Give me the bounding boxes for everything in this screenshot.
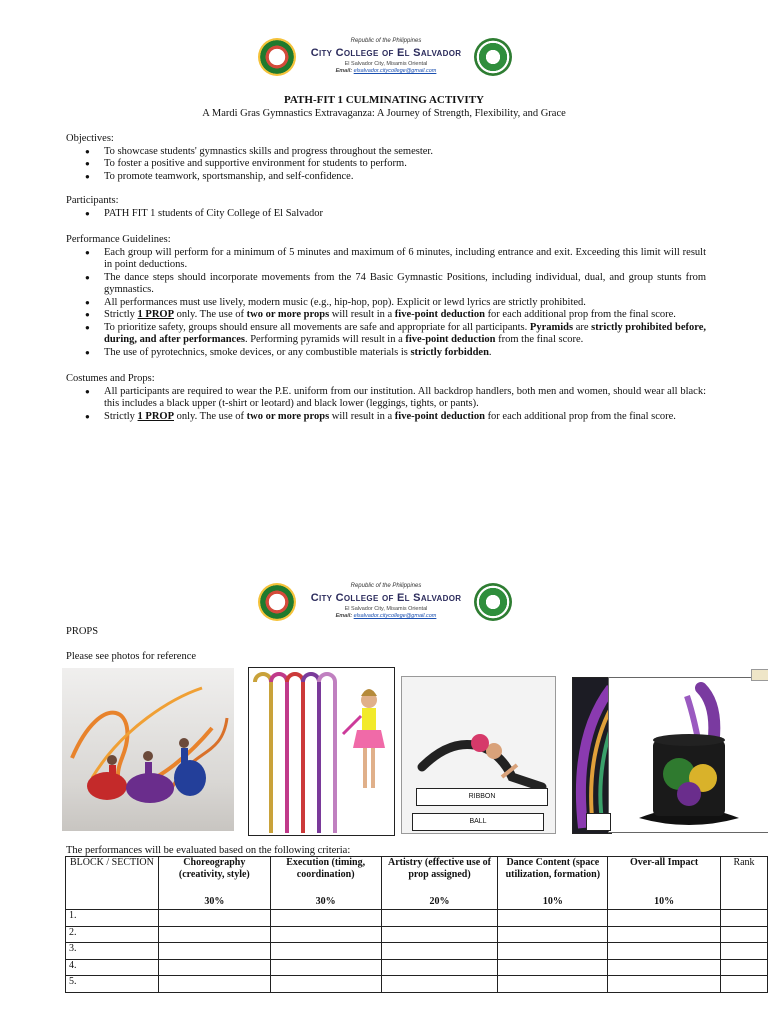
list-item: ● Strictly 1 PROP only. The use of two or more props will result in a five-point deduction for each additional prop from the final score. (66, 411, 706, 424)
column-header: BLOCK / SECTION (66, 857, 159, 910)
costumes-section (66, 373, 706, 423)
college-email: Email: elsalvador.citycollege@gmail.com (335, 68, 437, 74)
ribbon-label: RIBBON (416, 788, 548, 806)
partial-photo (751, 669, 768, 681)
college-seal-logo (258, 583, 296, 621)
republic-label: Republic of the Philippines (350, 38, 422, 44)
college-name: City College of El Salvador (310, 592, 462, 604)
ribbon-dancers-photo (62, 668, 234, 831)
column-header: Choreography (creativity, style) 30% (158, 857, 270, 910)
table-header-row (66, 857, 768, 910)
blank-label (586, 813, 611, 831)
costumes-list (66, 386, 706, 424)
participants-list (66, 208, 706, 221)
college-seal-logo (258, 38, 296, 76)
list-item: ● All performances must use lively, modern music (e.g., hip-hop, pop). Explicit or lewd lyrics are strictly prohibited. (66, 297, 706, 310)
fan-photo (572, 677, 612, 834)
objectives-section (66, 133, 706, 183)
list-item: ● To promote teamwork, sportsmanship, and self-confidence. (66, 171, 706, 184)
table-row: 1. (66, 910, 768, 927)
costumes-heading: Costumes and Props: (66, 373, 155, 384)
college-address: El Salvador City, Misamis Oriental (344, 61, 428, 67)
list-item: ● The dance steps should incorporate movements from the 74 Basic Gymnastic Positions, including individual, dual, and group stunts from gymnastics. (66, 272, 706, 297)
column-header: Artistry (effective use of prop assigned) 20% (381, 857, 498, 910)
list-item: ● Each group will perform for a minimum of 5 minutes and maximum of 6 minutes, including entrance and exit. Exceeding this limit will result in point deductions. (66, 247, 706, 272)
ball-gymnast-photo (401, 676, 556, 834)
table-row: 5. (66, 976, 768, 993)
city-seal-logo (474, 583, 512, 621)
list-item: ● PATH FIT 1 students of City College of El Salvador (66, 208, 706, 221)
list-item: ● The use of pyrotechnics, smoke devices, or any combustible materials is strictly forbidden. (66, 347, 706, 360)
table-row: 4. (66, 959, 768, 976)
table-row: 2. (66, 926, 768, 943)
objectives-list (66, 146, 706, 184)
column-header: Over-all Impact 10% (608, 857, 721, 910)
list-item: ● All participants are required to wear the P.E. uniform from our institution. All backdrop handlers, both men and women, should wear all black: this includes a black upper (t-shirt or leotard) and black lower (leggings, tights, or pants). (66, 386, 706, 411)
guidelines-section (66, 234, 706, 359)
column-header: Dance Content (space utilization, formation) 10% (498, 857, 608, 910)
canes-photo (248, 667, 395, 836)
guidelines-heading: Performance Guidelines: (66, 234, 171, 245)
city-seal-logo (474, 38, 512, 76)
list-item: ● To foster a positive and supportive environment for students to perform. (66, 158, 706, 171)
mardi-gras-hat-photo (608, 677, 768, 833)
props-note: Please see photos for reference (66, 651, 197, 662)
table-row: 3. (66, 943, 768, 960)
college-email: Email: elsalvador.citycollege@gmail.com (335, 613, 437, 619)
list-item: ● Strictly 1 PROP only. The use of two or more props will result in a five-point deduction for each additional prop from the final score. (66, 309, 706, 322)
guidelines-list (66, 247, 706, 360)
letterhead (0, 38, 768, 78)
page-title: PATH-FIT 1 CULMINATING ACTIVITY (284, 94, 484, 106)
column-header: Execution (timing, coordination) 30% (270, 857, 381, 910)
list-item: ● To showcase students' gymnastics skills and progress throughout the semester. (66, 146, 706, 159)
email-link[interactable]: elsalvador.citycollege@gmail.com (353, 68, 437, 74)
criteria-intro: The performances will be evaluated based on the following criteria: (66, 845, 351, 856)
criteria-table (65, 856, 768, 993)
republic-label: Republic of the Philippines (350, 583, 422, 589)
participants-heading: Participants: (66, 195, 119, 206)
email-link[interactable]: elsalvador.citycollege@gmail.com (353, 613, 437, 619)
ball-label: BALL (412, 813, 544, 831)
college-address: El Salvador City, Misamis Oriental (344, 606, 428, 612)
college-name: City College of El Salvador (310, 47, 462, 59)
objectives-heading: Objectives: (66, 133, 114, 144)
column-header: Rank (721, 857, 768, 910)
letterhead (0, 583, 768, 623)
page-subtitle: A Mardi Gras Gymnastics Extravaganza: A Journey of Strength, Flexibility, and Grace (202, 108, 566, 119)
list-item: ● To prioritize safety, groups should ensure all movements are safe and appropriate for all participants. Pyramids are strictly prohibited before, during, and after performances. Performing pyramids will result in a five-point deduction from the final score. (66, 322, 706, 347)
participants-section (66, 195, 706, 220)
props-heading: PROPS (66, 626, 99, 637)
